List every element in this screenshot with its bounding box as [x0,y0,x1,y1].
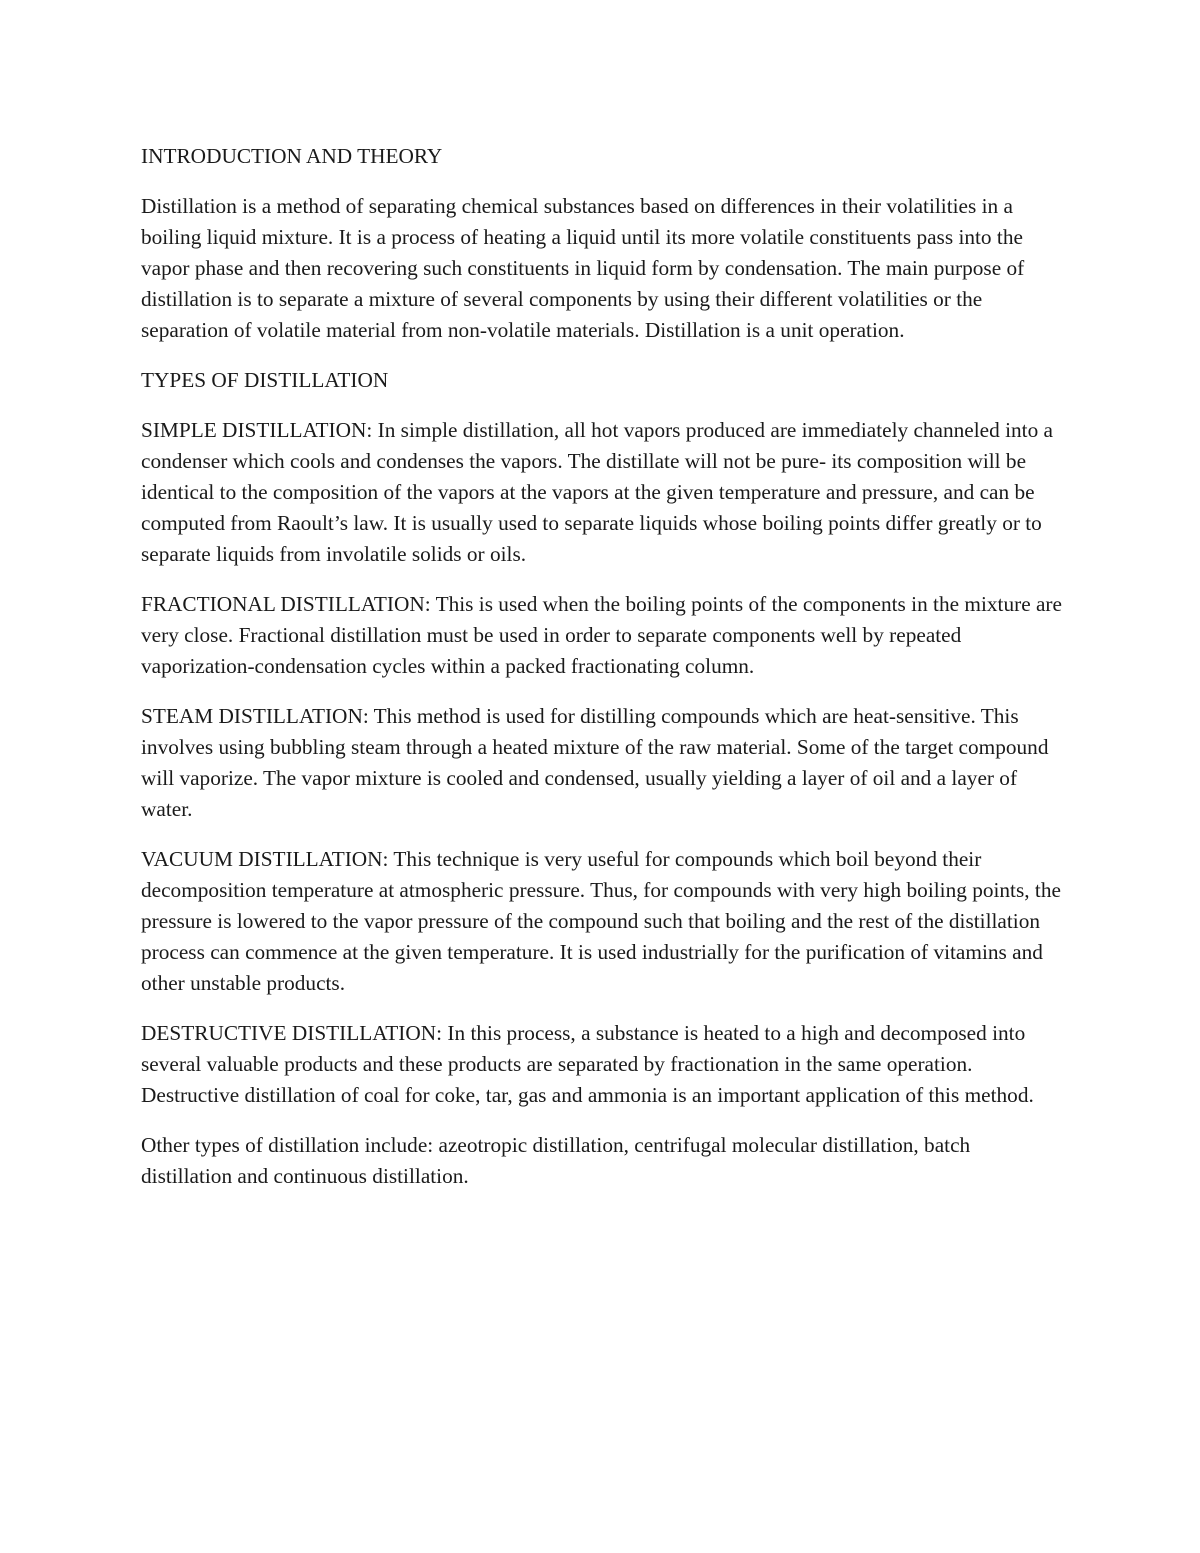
section-heading-introduction: INTRODUCTION AND THEORY [141,144,443,168]
fractional-distillation-paragraph: FRACTIONAL DISTILLATION: This is used when the boiling points of the components in the mixture are very close. Fractional distillation must be used in order to separate components well by repeated vaporization-condensation cycles within a packed fractionating column. [141,592,1062,678]
intro-paragraph: Distillation is a method of separating chemical substances based on differences in their volatilities in a boiling liquid mixture. It is a process of heating a liquid until its more volatile constituents pass into the vapor phase and then recovering such constituents in liquid form by condensation. The main purpose of distillation is to separate a mixture of several components by using their different volatilities or the separation of volatile material from non-volatile materials. Distillation is a unit operation. [141,194,1025,342]
section-heading-types: TYPES OF DISTILLATION [141,368,389,392]
other-types-paragraph: Other types of distillation include: azeotropic distillation, centrifugal molecular distillation, batch distillation and continuous distillation. [141,1133,971,1188]
document-page [141,141,1066,1211]
steam-distillation-paragraph: STEAM DISTILLATION: This method is used for distilling compounds which are heat-sensitive. This involves using bubbling steam through a heated mixture of the raw material. Some of the target compound will vaporize. The vapor mixture is cooled and condensed, usually yielding a layer of oil and a layer of water. [141,704,1049,821]
simple-distillation-paragraph: SIMPLE DISTILLATION: In simple distillation, all hot vapors produced are immediately channeled into a condenser which cools and condenses the vapors. The distillate will not be pure- its composition will be identical to the composition of the vapors at the vapors at the given temperature and pressure, and can be computed from Raoult’s law. It is usually used to separate liquids whose boiling points differ greatly or to separate liquids from involatile solids or oils. [141,418,1054,566]
destructive-distillation-paragraph: DESTRUCTIVE DISTILLATION: In this process, a substance is heated to a high and decomposed into several valuable products and these products are separated by fractionation in the same operation. Destructive distillation of coal for coke, tar, gas and ammonia is an important application of this method. [141,1021,1034,1107]
vacuum-distillation-paragraph: VACUUM DISTILLATION: This technique is very useful for compounds which boil beyond their decomposition temperature at atmospheric pressure. Thus, for compounds with very high boiling points, the pressure is lowered to the vapor pressure of the compound such that boiling and the rest of the distillation process can commence at the given temperature. It is used industrially for the purification of vitamins and other unstable products. [141,847,1061,995]
